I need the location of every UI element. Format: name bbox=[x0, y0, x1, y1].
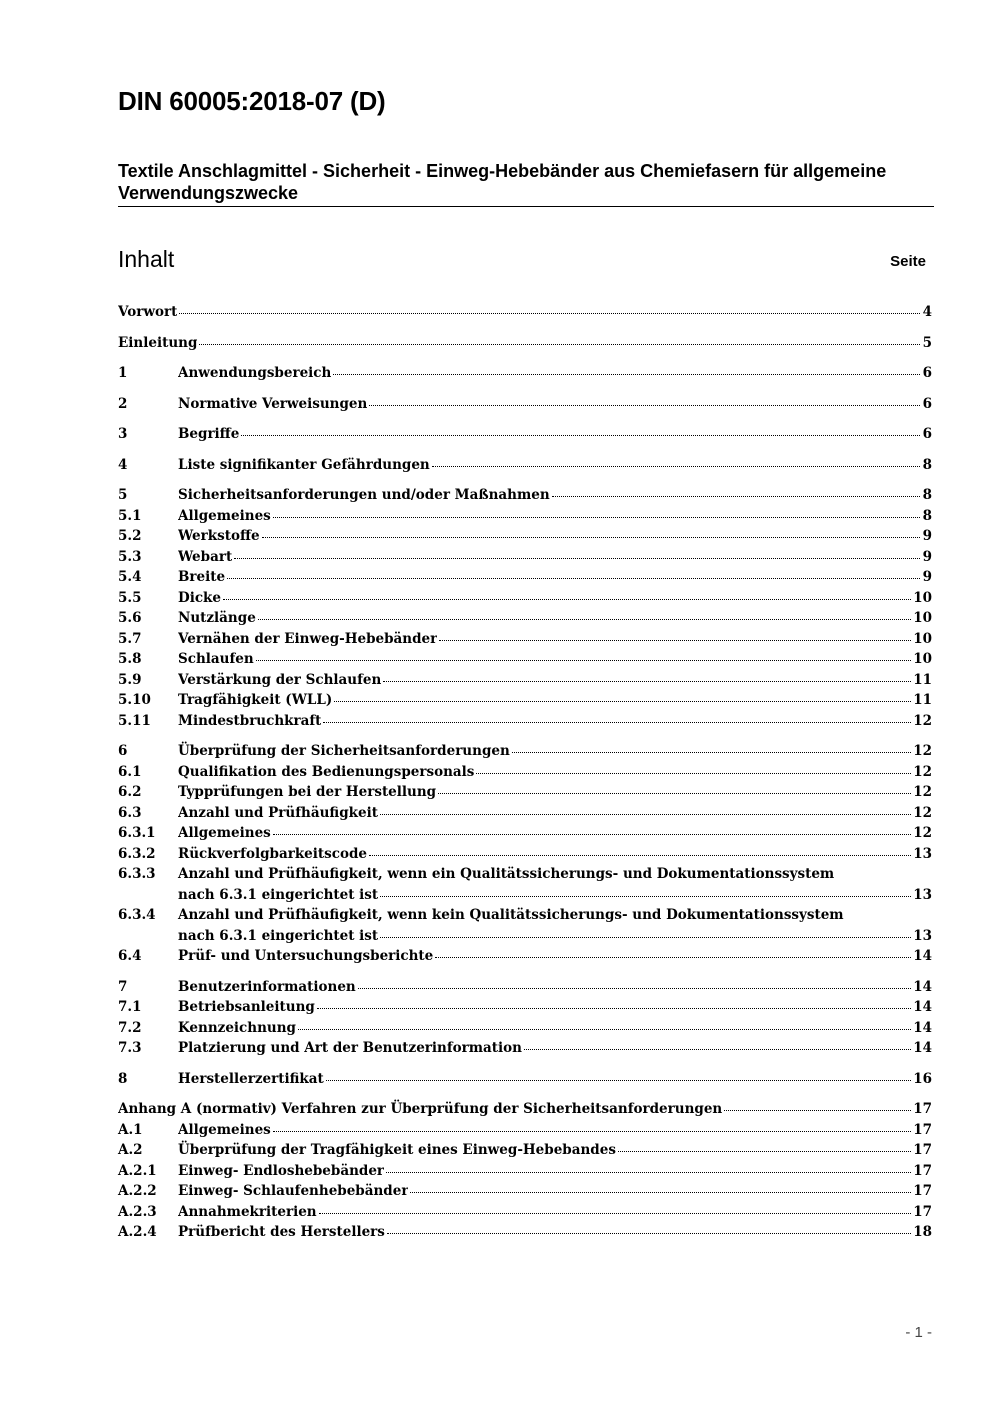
dot-leader bbox=[432, 466, 920, 467]
toc-entry-page: 10 bbox=[913, 630, 932, 647]
toc-entry-page: 10 bbox=[913, 651, 932, 667]
toc-entry-number: 6 bbox=[118, 743, 128, 759]
toc-entry-title: Betriebsanleitung bbox=[178, 999, 315, 1015]
toc-entry[interactable] bbox=[118, 1120, 932, 1141]
dot-leader bbox=[273, 517, 920, 518]
toc-entry-page: 11 bbox=[913, 671, 932, 688]
toc-entry-page: 17 bbox=[913, 1162, 932, 1179]
toc-entry[interactable] bbox=[118, 1161, 932, 1182]
toc-entry-page: 14 bbox=[913, 1019, 932, 1036]
dot-leader bbox=[439, 640, 911, 641]
dot-leader bbox=[333, 374, 920, 375]
dot-leader bbox=[387, 1233, 911, 1234]
dot-leader bbox=[358, 988, 911, 989]
toc-entry-title: Typprüfungen bei der Herstellung bbox=[178, 784, 437, 800]
toc-entry-page: 14 bbox=[913, 978, 932, 995]
toc-entry[interactable] bbox=[118, 1181, 932, 1202]
toc-entry[interactable] bbox=[118, 588, 932, 609]
dot-leader bbox=[380, 896, 911, 897]
dot-leader bbox=[435, 957, 911, 958]
toc-entry-page: 13 bbox=[913, 845, 932, 862]
toc-entry-number: 5.11 bbox=[118, 712, 151, 729]
toc-entry-title: Vorwort bbox=[118, 304, 178, 320]
dot-leader bbox=[199, 344, 920, 345]
toc-entry-number: 7 bbox=[118, 978, 128, 995]
toc-entry-number: 5 bbox=[118, 487, 128, 503]
toc-entry-page: 17 bbox=[913, 1183, 932, 1199]
toc-entry[interactable] bbox=[118, 608, 932, 629]
toc-entry-title: Benutzerinformationen bbox=[178, 978, 356, 995]
toc-entry-number: 7.3 bbox=[118, 1040, 142, 1056]
toc-entry[interactable] bbox=[118, 782, 932, 803]
toc-entry-number: 5.7 bbox=[118, 630, 142, 647]
toc-entry-title: Sicherheitsanforderungen und/oder Maßnahmen bbox=[178, 487, 550, 503]
toc-entry-title: Webart bbox=[178, 548, 233, 565]
toc-entry-title: Schlaufen bbox=[178, 651, 254, 667]
dot-leader bbox=[724, 1110, 911, 1111]
dot-leader bbox=[552, 496, 920, 497]
toc-entry[interactable] bbox=[118, 394, 932, 415]
toc-entry[interactable] bbox=[118, 823, 932, 844]
toc-entry-title: Anzahl und Prüfhäufigkeit, wenn kein Qualitätssicherungs- und Dokumentationssystem bbox=[178, 907, 844, 923]
toc-entry-page: 10 bbox=[913, 589, 932, 606]
toc-entry-title: Allgemeines bbox=[178, 1121, 271, 1138]
toc-entry-page: 5 bbox=[922, 334, 932, 351]
toc-entry-number: A.2.2 bbox=[118, 1183, 157, 1199]
toc-entry-title: Werkstoffe bbox=[178, 528, 260, 544]
toc-entry-title: Anzahl und Prüfhäufigkeit bbox=[178, 804, 378, 821]
toc-entry-number: 5.10 bbox=[118, 692, 151, 708]
toc-entry-title: Normative Verweisungen bbox=[178, 395, 368, 412]
toc-entry-title: Herstellerzertifikat bbox=[178, 1070, 324, 1087]
dot-leader bbox=[179, 313, 920, 314]
dot-leader bbox=[334, 701, 911, 702]
toc-entry-number: 7.2 bbox=[118, 1019, 142, 1036]
toc-entry-number: A.1 bbox=[118, 1121, 143, 1138]
toc-entry-page: 17 bbox=[913, 1203, 932, 1220]
dot-leader bbox=[326, 1080, 911, 1081]
toc-entry-page: 8 bbox=[922, 487, 932, 503]
toc-entry-page: 17 bbox=[913, 1101, 932, 1117]
toc-entry-page: 16 bbox=[913, 1070, 932, 1087]
toc-entry-title: Allgemeines bbox=[178, 825, 271, 841]
toc-entry-title: Rückverfolgbarkeitscode bbox=[178, 845, 367, 862]
toc-entry-number: A.2.4 bbox=[118, 1224, 157, 1240]
toc-entry-number: 5.6 bbox=[118, 610, 142, 626]
toc-entry-number: 5.3 bbox=[118, 548, 142, 565]
toc-entry-number: 5.4 bbox=[118, 569, 142, 585]
toc-entry-title: Liste signifikanter Gefährdungen bbox=[178, 456, 430, 473]
toc-entry-page: 12 bbox=[913, 784, 932, 800]
contents-heading: Inhalt bbox=[118, 246, 175, 272]
toc-entry[interactable] bbox=[118, 455, 932, 476]
toc-entry-page: 6 bbox=[922, 395, 932, 412]
toc-entry-page: 12 bbox=[913, 804, 932, 821]
toc-entry-number: A.2 bbox=[118, 1142, 143, 1158]
toc-entry-page: 8 bbox=[922, 456, 932, 473]
dot-leader bbox=[256, 660, 912, 661]
toc-entry-title: Prüf- und Untersuchungsberichte bbox=[178, 948, 434, 964]
toc-entry[interactable] bbox=[118, 424, 932, 445]
toc-entry-title: Allgemeines bbox=[178, 507, 271, 524]
dot-leader bbox=[369, 855, 911, 856]
toc-entry-number: 6.3.3 bbox=[118, 866, 156, 882]
dot-leader bbox=[258, 619, 911, 620]
dot-leader bbox=[524, 1049, 911, 1050]
toc-entry[interactable] bbox=[118, 803, 932, 824]
toc-entry[interactable] bbox=[118, 526, 932, 547]
toc-entry[interactable] bbox=[118, 567, 932, 588]
toc-entry-number: 6.3.2 bbox=[118, 845, 156, 862]
toc-entry-page: 12 bbox=[913, 825, 932, 841]
toc-entry-title: Prüfbericht des Herstellers bbox=[178, 1224, 385, 1240]
toc-entry[interactable] bbox=[118, 547, 932, 568]
toc-entry[interactable] bbox=[118, 1038, 932, 1059]
toc-entry[interactable] bbox=[118, 485, 932, 506]
toc-entry-page: 12 bbox=[913, 763, 932, 780]
toc-entry-page: 13 bbox=[913, 886, 932, 903]
toc-entry-title: Nutzlänge bbox=[178, 610, 256, 626]
toc-entry-number: 5.2 bbox=[118, 528, 142, 544]
toc-entry[interactable] bbox=[118, 670, 932, 691]
toc-entry-page: 14 bbox=[913, 999, 932, 1015]
toc-entry-number: 6.2 bbox=[118, 784, 142, 800]
dot-leader bbox=[223, 599, 911, 600]
toc-entry-page: 4 bbox=[922, 304, 932, 320]
dot-leader bbox=[262, 537, 920, 538]
toc-entry[interactable] bbox=[118, 506, 932, 527]
toc-entry-page: 13 bbox=[913, 927, 932, 944]
toc-entry-page: 6 bbox=[922, 365, 932, 381]
toc-entry-title: Platzierung und Art der Benutzerinformation bbox=[178, 1040, 522, 1056]
toc-entry-page: 18 bbox=[913, 1224, 932, 1240]
dot-leader bbox=[380, 937, 911, 938]
toc-entry-page: 9 bbox=[922, 528, 932, 544]
dot-leader bbox=[227, 578, 920, 579]
dot-leader bbox=[369, 405, 920, 406]
toc-entry[interactable] bbox=[118, 649, 932, 670]
toc-entry-page: 10 bbox=[913, 610, 932, 626]
toc-entry[interactable] bbox=[118, 1202, 932, 1223]
toc-entry-title: Kennzeichnung bbox=[178, 1019, 296, 1036]
dot-leader bbox=[317, 1008, 911, 1009]
toc-entry-page: 12 bbox=[913, 743, 932, 759]
dot-leader bbox=[380, 814, 911, 815]
toc-entry-title: Anhang A (normativ) Verfahren zur Überprüfung der Sicherheitsanforderungen bbox=[118, 1101, 723, 1117]
toc-entry[interactable] bbox=[118, 1099, 932, 1120]
dot-leader bbox=[438, 793, 911, 794]
toc-entry-title: Anzahl und Prüfhäufigkeit, wenn ein Qualitätssicherungs- und Dokumentationssystem bbox=[178, 866, 835, 882]
toc-entry-title: Überprüfung der Tragfähigkeit eines Einweg-Hebebandes bbox=[178, 1142, 616, 1158]
page-column-label: Seite bbox=[890, 253, 926, 270]
toc-entry-title-continued: nach 6.3.1 eingerichtet ist bbox=[178, 927, 379, 944]
toc-entry[interactable] bbox=[118, 905, 932, 946]
toc-entry-number: 5.1 bbox=[118, 507, 142, 524]
toc-entry-number: 5.9 bbox=[118, 671, 142, 688]
toc-entry-title: Annahmekriterien bbox=[178, 1203, 317, 1220]
document-title: Textile Anschlagmittel - Sicherheit - Einweg-Hebebänder aus Chemiefasern für allgemeine Verwendungszwecke bbox=[118, 161, 887, 203]
toc-entry-number: 4 bbox=[118, 456, 128, 473]
toc-entry-page: 8 bbox=[922, 507, 932, 524]
dot-leader bbox=[273, 834, 911, 835]
dot-leader bbox=[319, 1213, 912, 1214]
toc-entry-page: 11 bbox=[913, 692, 932, 708]
toc-entry-title: Mindestbruchkraft bbox=[178, 712, 322, 729]
page-number: - 1 - bbox=[905, 1324, 932, 1341]
dot-leader bbox=[273, 1131, 911, 1132]
dot-leader bbox=[383, 681, 911, 682]
dot-leader bbox=[234, 558, 920, 559]
toc-entry[interactable] bbox=[118, 711, 932, 732]
toc-entry-title: Anwendungsbereich bbox=[178, 365, 332, 381]
toc-entry[interactable] bbox=[118, 864, 932, 905]
table-of-contents bbox=[118, 302, 932, 1243]
toc-entry-number: 8 bbox=[118, 1070, 128, 1087]
toc-entry-number: 6.3.1 bbox=[118, 825, 156, 841]
toc-entry-title: Qualifikation des Bedienungspersonals bbox=[178, 763, 475, 780]
document-number: DIN 60005:2018-07 (D) bbox=[118, 86, 386, 116]
toc-entry-title: Überprüfung der Sicherheitsanforderungen bbox=[178, 743, 510, 759]
toc-entry-title: Einweg- Schlaufenhebebänder bbox=[178, 1183, 409, 1199]
toc-entry-page: 9 bbox=[922, 548, 932, 565]
dot-leader bbox=[618, 1151, 911, 1152]
toc-entry[interactable] bbox=[118, 762, 932, 783]
toc-entry-number: 5.5 bbox=[118, 589, 142, 606]
toc-entry-number: 7.1 bbox=[118, 999, 142, 1015]
toc-entry-title: Vernähen der Einweg-Hebebänder bbox=[178, 630, 438, 647]
toc-entry[interactable] bbox=[118, 302, 932, 323]
toc-entry[interactable] bbox=[118, 741, 932, 762]
toc-entry-number: 1 bbox=[118, 365, 128, 381]
toc-entry[interactable] bbox=[118, 1222, 932, 1243]
toc-entry-number: 6.3 bbox=[118, 804, 142, 821]
toc-entry[interactable] bbox=[118, 333, 932, 354]
toc-entry-number: 5.8 bbox=[118, 651, 142, 667]
toc-entry-title: Verstärkung der Schlaufen bbox=[178, 671, 382, 688]
toc-entry[interactable] bbox=[118, 1140, 932, 1161]
toc-entry[interactable] bbox=[118, 1069, 932, 1090]
toc-entry-title-continued: nach 6.3.1 eingerichtet ist bbox=[178, 886, 379, 903]
toc-entry-title: Breite bbox=[178, 569, 226, 585]
toc-entry-number: 3 bbox=[118, 426, 128, 442]
toc-entry-title: Einleitung bbox=[118, 334, 198, 351]
dot-leader bbox=[323, 722, 911, 723]
toc-entry-number: 6.4 bbox=[118, 948, 142, 964]
dot-leader bbox=[241, 435, 920, 436]
toc-entry-number: A.2.1 bbox=[118, 1162, 157, 1179]
dot-leader bbox=[386, 1172, 911, 1173]
toc-entry[interactable] bbox=[118, 977, 932, 998]
toc-entry[interactable] bbox=[118, 363, 932, 384]
toc-entry[interactable] bbox=[118, 844, 932, 865]
dot-leader bbox=[410, 1192, 911, 1193]
toc-entry-title: Begriffe bbox=[178, 426, 240, 442]
toc-entry-page: 6 bbox=[922, 426, 932, 442]
toc-entry[interactable] bbox=[118, 690, 932, 711]
toc-entry[interactable] bbox=[118, 629, 932, 650]
dot-leader bbox=[476, 773, 911, 774]
toc-entry-number: 2 bbox=[118, 395, 128, 412]
toc-entry-title: Dicke bbox=[178, 589, 221, 606]
dot-leader bbox=[512, 752, 911, 753]
toc-entry-title: Tragfähigkeit (WLL) bbox=[178, 692, 333, 708]
title-divider bbox=[118, 206, 934, 207]
toc-entry-page: 17 bbox=[913, 1142, 932, 1158]
toc-entry[interactable] bbox=[118, 946, 932, 967]
toc-entry-page: 14 bbox=[913, 1040, 932, 1056]
toc-entry-page: 17 bbox=[913, 1121, 932, 1138]
toc-entry[interactable] bbox=[118, 997, 932, 1018]
toc-entry-page: 12 bbox=[913, 712, 932, 729]
toc-entry-page: 9 bbox=[922, 569, 932, 585]
toc-entry-title: Einweg- Endloshebebänder bbox=[178, 1162, 385, 1179]
toc-entry[interactable] bbox=[118, 1018, 932, 1039]
toc-entry-number: A.2.3 bbox=[118, 1203, 157, 1220]
toc-entry-number: 6.3.4 bbox=[118, 907, 156, 923]
dot-leader bbox=[298, 1029, 911, 1030]
toc-entry-page: 14 bbox=[913, 948, 932, 964]
toc-entry-number: 6.1 bbox=[118, 763, 142, 780]
